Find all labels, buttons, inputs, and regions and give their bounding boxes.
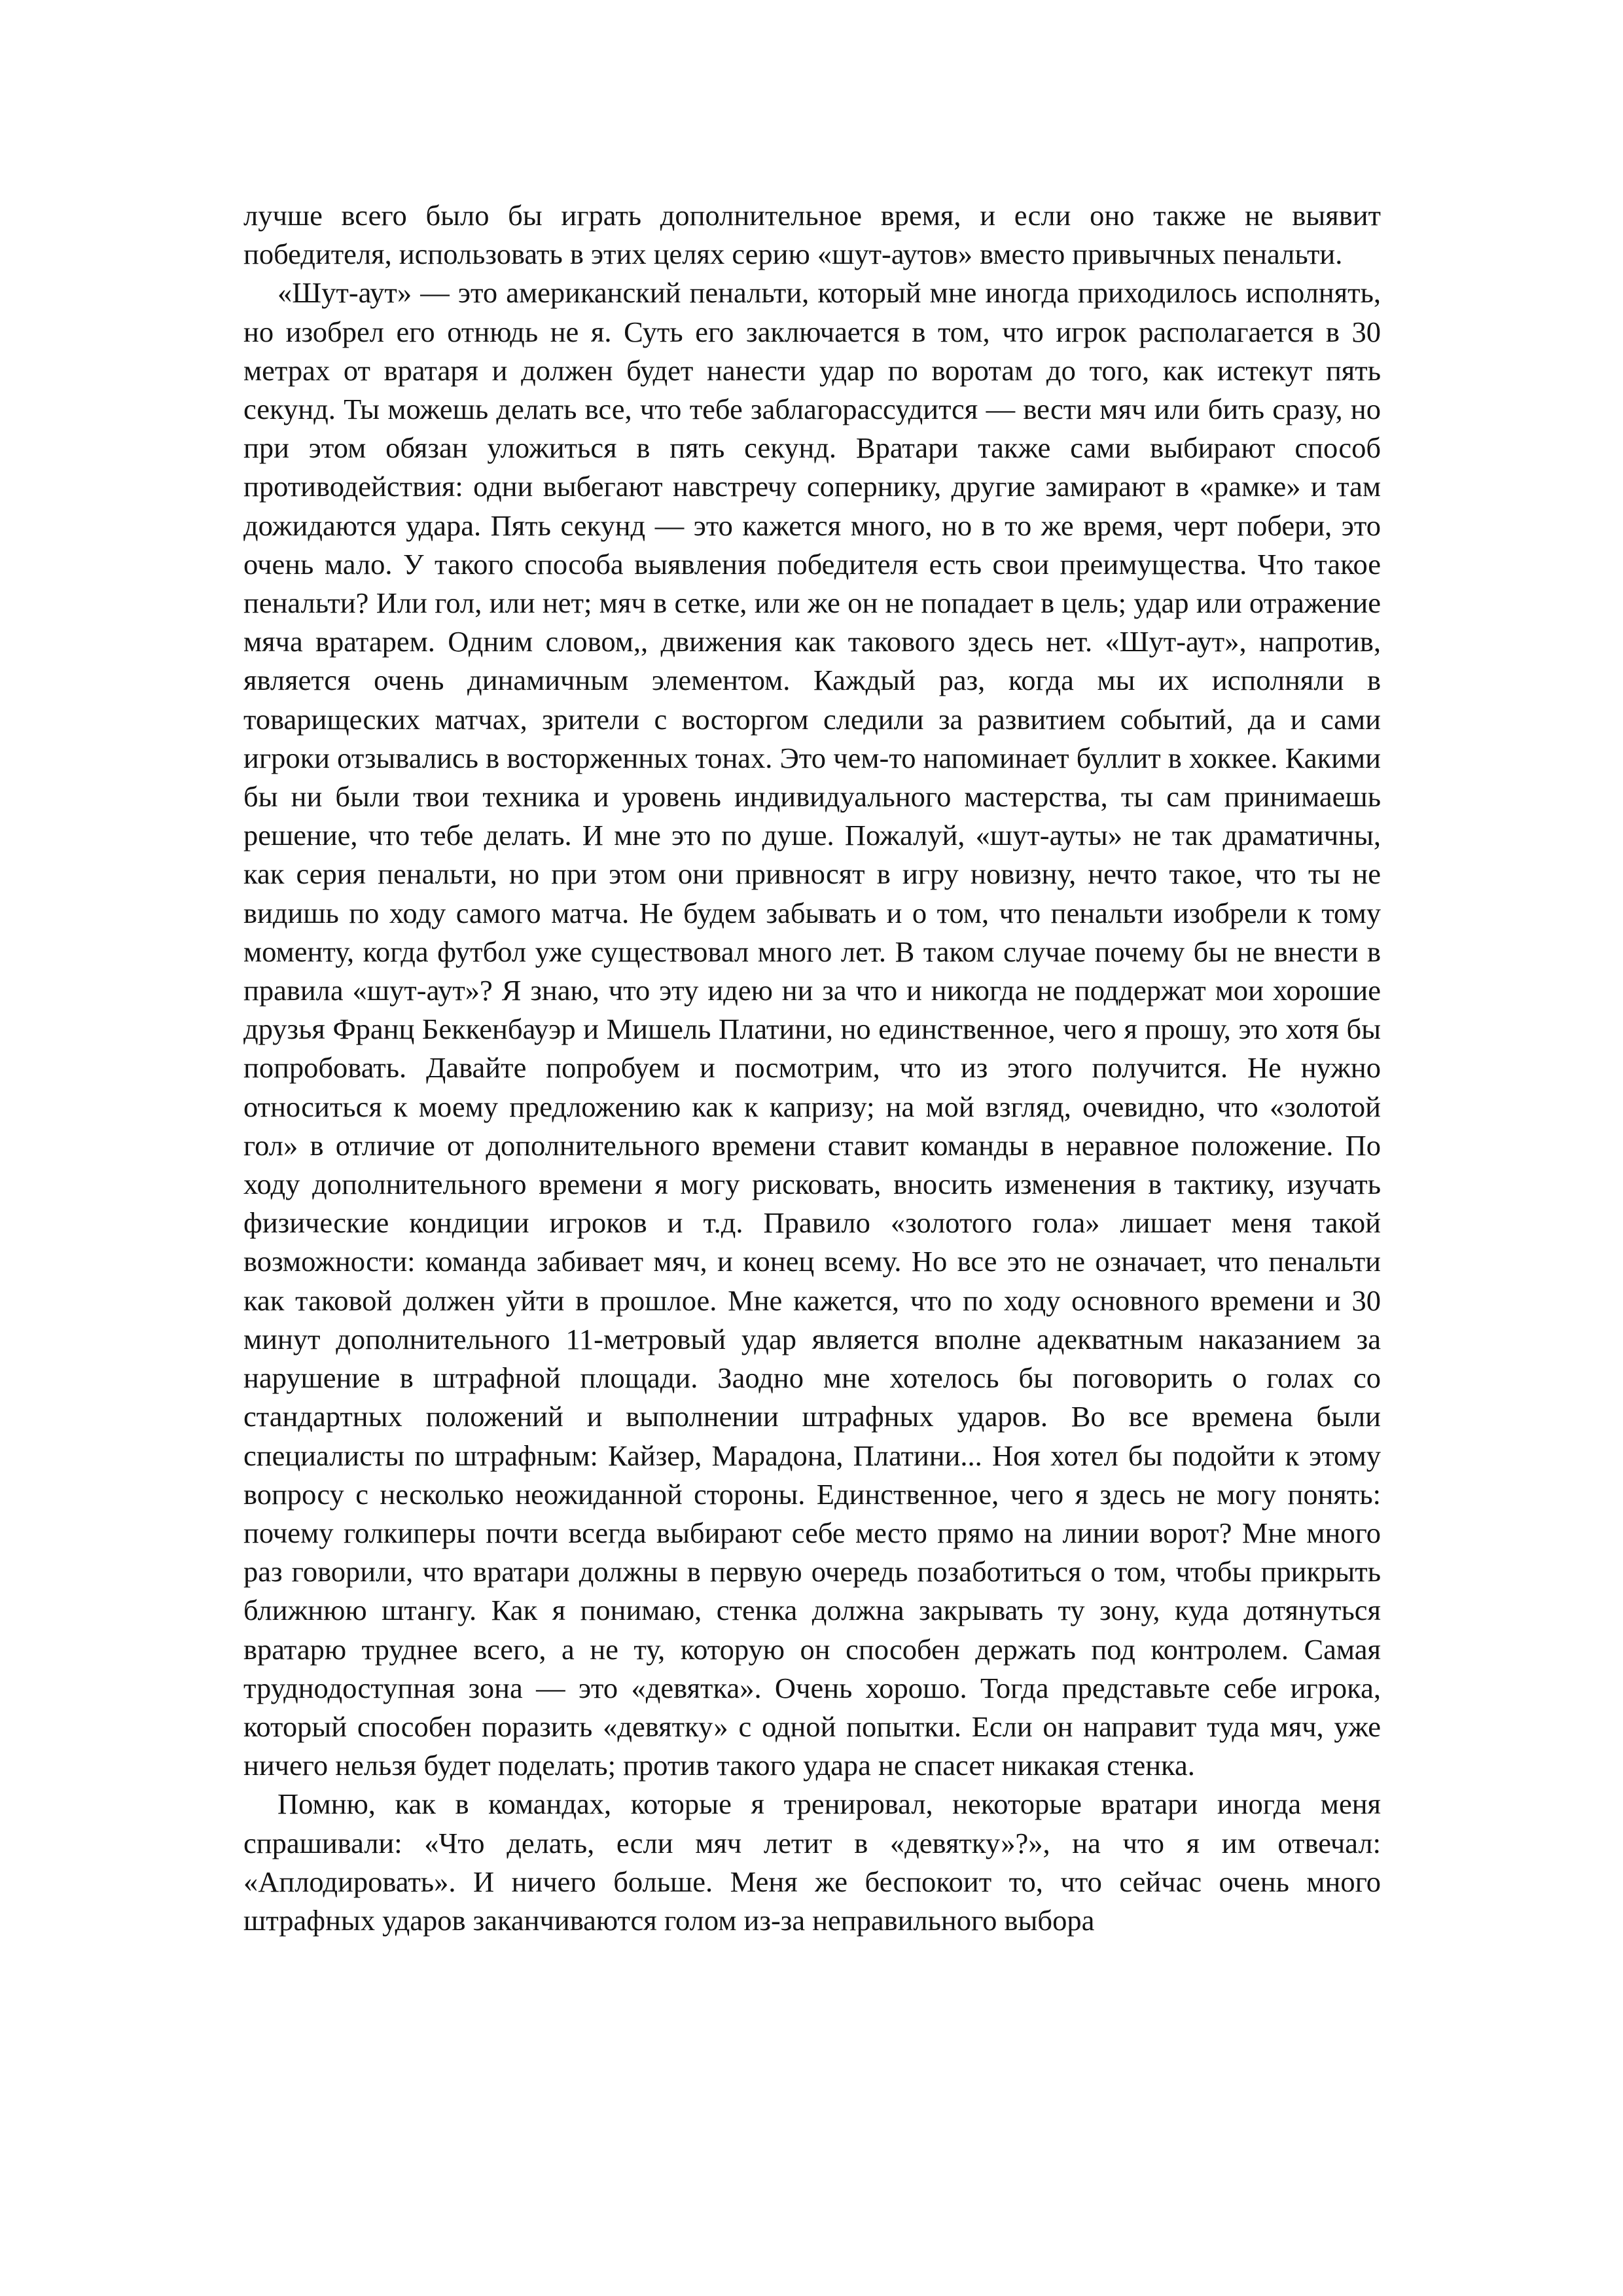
paragraph-2: «Шут-аут» — это американский пенальти, который мне иногда приходилось исполнять, но изобрел его отнюдь не я. Суть его заключается в том, что игрок располагается в 30 метрах от вратаря и должен будет нанести удар по воротам до того, как истекут пять секунд. Ты можешь делать все, что тебе заблагорассудится — вести мяч или бить сразу, но при этом обязан уложиться в пять секунд. Вратари также сами выбирают способ противодействия: одни выбегают навстречу сопернику, другие замирают в «рамке» и там дожидаются удара. Пять секунд — это кажется много, но в то же время, черт побери, это очень мало. У такого способа выявления победителя есть свои преимущества. Что такое пенальти? Или гол, или нет; мяч в сетке, или же он не попадает в цель; удар или отражение мяча вратарем. Одним словом,, движения как такового здесь нет. «Шут-аут», напротив, является очень динамичным элементом. Каждый раз, когда мы их исполняли в товарищеских матчах, зрители с восторгом следили за развитием событий, да и сами игроки отзывались в восторженных тонах. Это чем-то напоминает буллит в хоккее. Какими бы ни были твои техника и уровень индивидуального мастерства, ты сам принимаешь решение, что тебе делать. И мне это по душе. Пожалуй, «шут-ауты» не так драматичны, как серия пенальти, но при этом они привносят в игру новизну, нечто такое, что ты не видишь по ходу самого матча. Не будем забывать и о том, что пенальти изобрели к тому моменту, когда футбол уже существовал много лет. В таком случае почему бы не внести в правила «шут-аут»? Я знаю, что эту идею ни за что и никогда не поддержат мои хорошие друзья Франц Беккенбауэр и Мишель Платини, но единственное, чего я прошу, это хотя бы попробовать. Давайте попробуем и посмотрим, что из этого получится. Не нужно относиться к моему предложению как к капризу; на мой взгляд, очевидно, что «золотой гол» в отличие от дополнительного времени ставит команды в неравное положение. По ходу дополнительного времени я могу рисковать, вносить изменения в тактику, изучать физические кондиции игроков и т.д. Правило «золотого гола» лишает меня такой возможности: команда забивает мяч, и конец всему. Но все это не означает, что пенальти как таковой должен уйти в прошлое. Мне кажется, что по ходу основного времени и 30 минут дополнительного 11-метровый удар является вполне адекватным наказанием за нарушение в штрафной площади. Заодно мне хотелось бы поговорить о голах со стандартных положений и выполнении штрафных ударов. Во все времена были специалисты по штрафным: Кайзер, Марадона, Платини... Ноя хотел бы подойти к этому вопросу с несколько неожиданной стороны. Единственное, чего я здесь не могу понять: почему голкиперы почти всегда выбирают себе место прямо на линии ворот? Мне много раз говорили, что вратари должны в первую очередь позаботиться о том, чтобы прикрыть ближнюю штангу. Как я понимаю, стенка должна закрывать ту зону, куда дотянуться вратарю труднее всего, а не ту, которую он способен держать под контролем. Самая труднодоступная зона — это «девятка». Очень хорошо. Тогда представьте себе игрока, который способен поразить «девятку» с одной попытки. Если он направит туда мяч, уже ничего нельзя будет поделать; против такого удара не спасет никакая стенка. — [243, 276, 1381, 1782]
paragraph-3: Помню, как в командах, которые я тренировал, некоторые вратари иногда меня спрашивали: «Что делать, если мяч летит в «девятку»?», на что я им отвечал: «Аплодировать». И ничего больше. Меня же беспокоит то, что сейчас очень много штрафных ударов заканчиваются голом из-за неправильного выбора — [243, 1787, 1381, 1937]
paragraph-1: лучше всего было бы играть дополнительное время, и если оно также не выявит победителя, использовать в этих целях серию «шут-аутов» вместо привычных пенальти. — [243, 199, 1381, 271]
page-body — [243, 196, 1381, 1940]
